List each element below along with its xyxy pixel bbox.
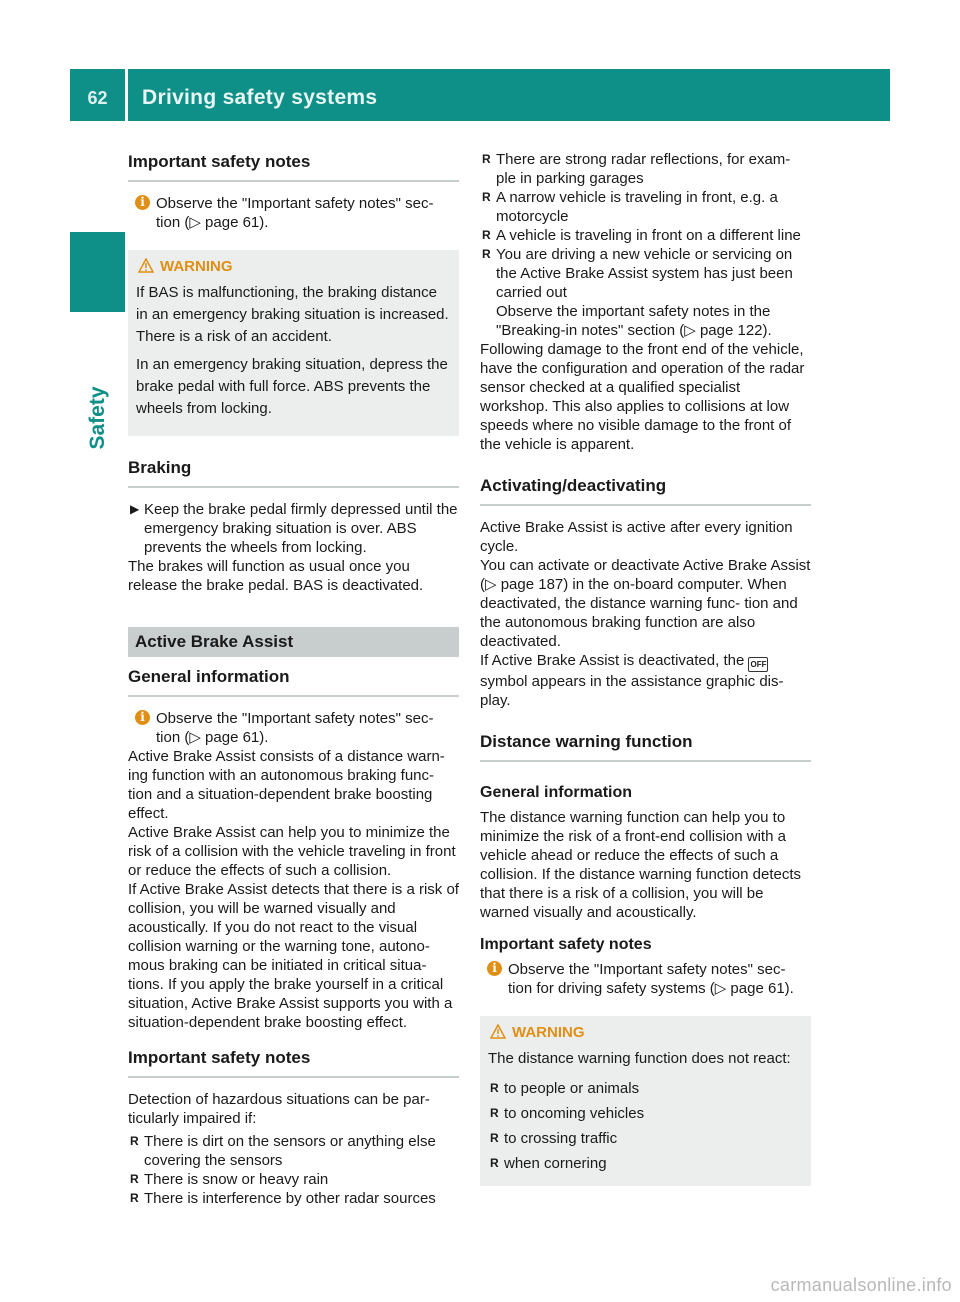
body-text: The brakes will function as usual once you release the brake pedal. BAS is deactivated. <box>128 558 424 594</box>
header-divider <box>125 69 128 121</box>
warning-text: In an emergency braking situation, depress the brake pedal with full force. ABS prevents the wheels from locking. <box>136 356 448 417</box>
info-note: i Observe the "Important safety notes" sec- tion (▷ page 61). <box>128 709 459 747</box>
condition-list-continued <box>480 150 811 340</box>
list-item: R A narrow vehicle is traveling in front, e.g. a motorcycle <box>482 189 778 225</box>
info-icon: i <box>487 961 502 976</box>
warning-box <box>480 1016 811 1186</box>
list-item-note: Observe the important safety notes in the "Breaking-in notes" section (▷ page 122). <box>496 303 772 339</box>
body-text: You can activate or deactivate Active Brake Assist (▷ page 187) in the on-board computer. When deactivated, the distance warning func- tion and the autonomous braking function are also deactivated. <box>480 557 811 650</box>
page-number: 62 <box>87 88 108 108</box>
list-item: R when cornering <box>488 1151 803 1176</box>
info-icon: i <box>135 710 150 725</box>
warning-box <box>128 250 459 436</box>
section-heading-safety-notes: Important safety notes <box>128 150 459 182</box>
warning-heading: WARNING <box>136 256 451 278</box>
bullet-icon: R <box>482 190 491 204</box>
list-item: R There is snow or heavy rain <box>130 1171 329 1188</box>
instruction-step: ▶ Keep the brake pedal firmly depressed until the emergency braking situation is over. ABS prevents the wheels from locking. <box>130 501 458 556</box>
active-brake-assist-off-icon: OFF <box>748 657 768 672</box>
body-text: Active Brake Assist can help you to minimize the risk of a collision with the vehicle traveling in front or reduce the effects of such a collision. <box>128 824 456 879</box>
body-text: Detection of hazardous situations can be par- ticularly impaired if: <box>128 1091 430 1127</box>
right-column <box>480 150 811 1186</box>
list-item: R There are strong radar reflections, for exam- ple in parking garages <box>482 151 791 187</box>
warning-triangle-icon <box>490 1024 506 1039</box>
warning-list <box>488 1076 803 1176</box>
side-section-label: Safety <box>86 386 109 450</box>
list-item: R There is interference by other radar sources <box>130 1190 436 1207</box>
step-arrow-icon: ▶ <box>130 502 140 516</box>
warning-triangle-icon <box>138 258 154 273</box>
body-text: Active Brake Assist consists of a distance warn- ing function with an autonomous braking func- tion and a situation-dependent brake boosting effect. <box>128 748 445 822</box>
list-item: R to people or animals <box>488 1076 803 1101</box>
info-icon: i <box>135 195 150 210</box>
chapter-title: Driving safety systems <box>142 86 378 109</box>
bullet-icon: R <box>490 1131 499 1145</box>
side-tab-marker <box>70 232 125 312</box>
info-note: i Observe the "Important safety notes" sec- tion (▷ page 61). <box>128 194 459 232</box>
section-heading-braking: Braking <box>128 456 459 488</box>
warning-heading: WARNING <box>488 1022 803 1044</box>
section-heading-activating: Activating/deactivating <box>480 474 811 506</box>
warning-text: The distance warning function does not react: <box>488 1050 791 1067</box>
bullet-icon: R <box>482 228 491 242</box>
body-text: Following damage to the front end of the vehicle, have the configuration and operation of the radar sensor checked at a qualified specialist workshop. This also applies to collisions at low speeds where no visible damage to the front of the vehicle is apparent. <box>480 341 805 453</box>
bullet-icon: R <box>130 1134 139 1148</box>
bullet-icon: R <box>490 1106 499 1120</box>
page-header <box>70 69 890 121</box>
bullet-icon: R <box>130 1191 139 1205</box>
bullet-icon: R <box>490 1156 499 1170</box>
left-column <box>128 150 459 1208</box>
body-text: The distance warning function can help you to minimize the risk of a front-end collision with a vehicle ahead or reduce the effects of such a collision. If the distance warning function detects that there is a risk of a collision, you will be warned visually and acoustically. <box>480 809 802 921</box>
bullet-icon: R <box>490 1081 499 1095</box>
list-item: R You are driving a new vehicle or servicing on the Active Brake Assist system has just been carried out Observe the important safety notes in the "Breaking-in notes" section (▷ page 122). <box>480 245 811 340</box>
body-text: Active Brake Assist is active after every ignition cycle. <box>480 519 793 555</box>
bullet-icon: R <box>130 1172 139 1186</box>
list-item: R There is dirt on the sensors or anything else covering the sensors <box>130 1133 436 1169</box>
bullet-icon: R <box>482 152 491 166</box>
info-note: i Observe the "Important safety notes" sec- tion for driving safety systems (▷ page 61). <box>480 960 811 998</box>
body-text: If Active Brake Assist is deactivated, the OFF symbol appears in the assistance graphic dis- play. <box>480 652 784 709</box>
bullet-icon: R <box>482 247 491 261</box>
subheading-safety-notes: Important safety notes <box>480 936 652 953</box>
watermark: carmanualsonline.info <box>770 1275 952 1295</box>
section-heading-general-information: General information <box>128 665 459 697</box>
list-item: R to oncoming vehicles <box>488 1101 803 1126</box>
section-heading-distance-warning: Distance warning function <box>480 730 811 762</box>
chapter-band-heading: Active Brake Assist <box>128 627 459 657</box>
list-item: R A vehicle is traveling in front on a different line <box>482 227 801 244</box>
subheading-general-information: General information <box>480 784 633 801</box>
warning-text: If BAS is malfunctioning, the braking distance in an emergency braking situation is increased. There is a risk of an accident. <box>136 284 449 345</box>
section-heading-safety-notes-2: Important safety notes <box>128 1046 459 1078</box>
list-item: R to crossing traffic <box>488 1126 803 1151</box>
condition-list <box>128 1132 459 1208</box>
body-text: If Active Brake Assist detects that there is a risk of collision, you will be warned visually and acoustically. If you do not react to the visual collision warning or the warning tone, autono- mous braking can be initiated in critical situa- tions. If you apply the brake yourself in a critical situation, Active Brake Assist supports you with a situation-dependent brake boosting effect. <box>128 881 459 1031</box>
